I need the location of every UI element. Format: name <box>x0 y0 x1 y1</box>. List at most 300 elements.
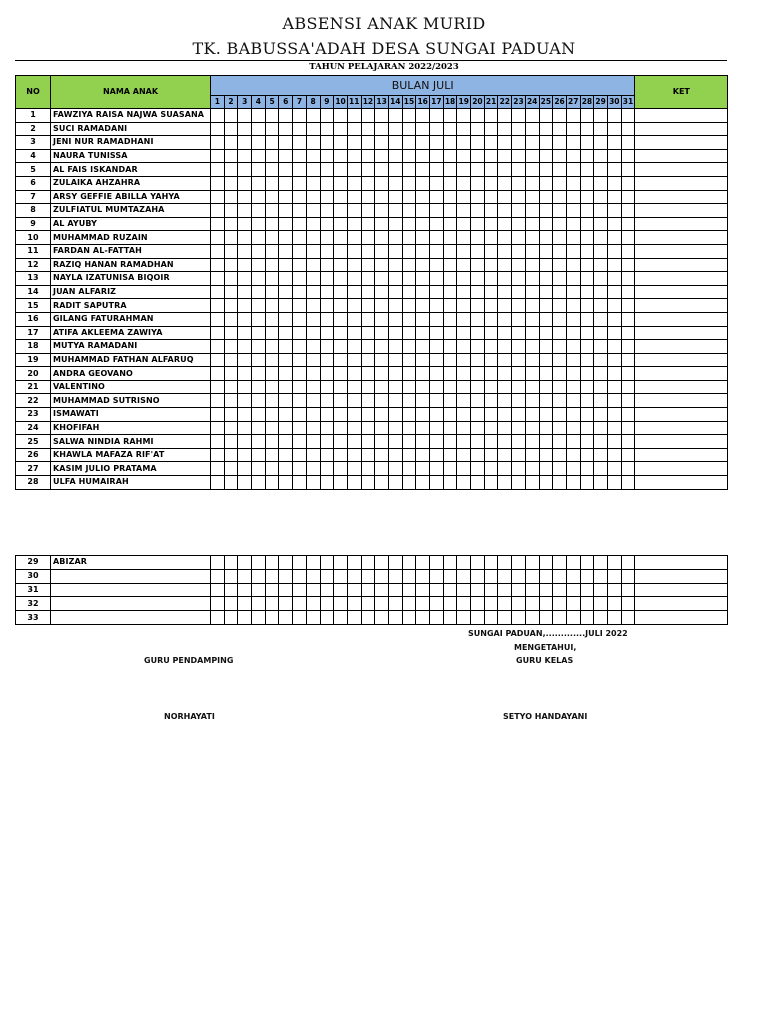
attendance-cell[interactable] <box>484 597 498 611</box>
attendance-cell[interactable] <box>457 448 471 462</box>
attendance-cell[interactable] <box>553 462 567 476</box>
attendance-cell[interactable] <box>416 272 430 286</box>
attendance-cell[interactable] <box>621 258 635 272</box>
attendance-cell[interactable] <box>402 394 416 408</box>
attendance-cell[interactable] <box>471 367 485 381</box>
attendance-cell[interactable] <box>279 569 293 583</box>
attendance-cell[interactable] <box>580 109 594 123</box>
attendance-cell[interactable] <box>553 380 567 394</box>
attendance-cell[interactable] <box>238 272 252 286</box>
attendance-cell[interactable] <box>279 190 293 204</box>
attendance-cell[interactable] <box>347 476 361 490</box>
attendance-cell[interactable] <box>361 476 375 490</box>
attendance-cell[interactable] <box>375 394 389 408</box>
attendance-cell[interactable] <box>293 312 307 326</box>
attendance-cell[interactable] <box>347 136 361 150</box>
attendance-cell[interactable] <box>484 394 498 408</box>
attendance-cell[interactable] <box>594 611 608 625</box>
attendance-cell[interactable] <box>211 394 225 408</box>
attendance-cell[interactable] <box>443 394 457 408</box>
attendance-cell[interactable] <box>443 448 457 462</box>
attendance-cell[interactable] <box>375 217 389 231</box>
attendance-cell[interactable] <box>375 408 389 422</box>
attendance-cell[interactable] <box>621 312 635 326</box>
attendance-cell[interactable] <box>293 421 307 435</box>
attendance-cell[interactable] <box>320 163 334 177</box>
attendance-cell[interactable] <box>580 149 594 163</box>
attendance-cell[interactable] <box>594 299 608 313</box>
attendance-cell[interactable] <box>347 204 361 218</box>
attendance-cell[interactable] <box>457 353 471 367</box>
attendance-cell[interactable] <box>347 421 361 435</box>
attendance-cell[interactable] <box>306 611 320 625</box>
attendance-cell[interactable] <box>594 244 608 258</box>
attendance-cell[interactable] <box>525 583 539 597</box>
attendance-cell[interactable] <box>279 136 293 150</box>
attendance-cell[interactable] <box>293 299 307 313</box>
attendance-cell[interactable] <box>211 272 225 286</box>
attendance-cell[interactable] <box>375 122 389 136</box>
attendance-cell[interactable] <box>430 326 444 340</box>
attendance-cell[interactable] <box>347 556 361 570</box>
attendance-cell[interactable] <box>443 462 457 476</box>
attendance-cell[interactable] <box>402 217 416 231</box>
attendance-cell[interactable] <box>279 435 293 449</box>
attendance-cell[interactable] <box>416 435 430 449</box>
attendance-cell[interactable] <box>347 380 361 394</box>
attendance-cell[interactable] <box>580 353 594 367</box>
attendance-cell[interactable] <box>211 122 225 136</box>
attendance-cell[interactable] <box>594 258 608 272</box>
attendance-cell[interactable] <box>498 462 512 476</box>
attendance-cell[interactable] <box>525 380 539 394</box>
ket-cell[interactable] <box>635 435 728 449</box>
attendance-cell[interactable] <box>375 149 389 163</box>
attendance-cell[interactable] <box>238 285 252 299</box>
attendance-cell[interactable] <box>566 435 580 449</box>
attendance-cell[interactable] <box>375 109 389 123</box>
ket-cell[interactable] <box>635 462 728 476</box>
attendance-cell[interactable] <box>580 217 594 231</box>
attendance-cell[interactable] <box>252 353 266 367</box>
attendance-cell[interactable] <box>621 421 635 435</box>
attendance-cell[interactable] <box>484 380 498 394</box>
attendance-cell[interactable] <box>306 231 320 245</box>
attendance-cell[interactable] <box>238 163 252 177</box>
attendance-cell[interactable] <box>471 149 485 163</box>
attendance-cell[interactable] <box>293 408 307 422</box>
attendance-cell[interactable] <box>566 583 580 597</box>
attendance-cell[interactable] <box>580 163 594 177</box>
attendance-cell[interactable] <box>252 136 266 150</box>
attendance-cell[interactable] <box>471 380 485 394</box>
attendance-cell[interactable] <box>334 611 348 625</box>
attendance-cell[interactable] <box>252 231 266 245</box>
attendance-cell[interactable] <box>484 353 498 367</box>
attendance-cell[interactable] <box>566 136 580 150</box>
ket-cell[interactable] <box>635 217 728 231</box>
attendance-cell[interactable] <box>238 462 252 476</box>
attendance-cell[interactable] <box>388 285 402 299</box>
attendance-cell[interactable] <box>388 312 402 326</box>
attendance-cell[interactable] <box>443 244 457 258</box>
attendance-cell[interactable] <box>279 204 293 218</box>
attendance-cell[interactable] <box>334 380 348 394</box>
attendance-cell[interactable] <box>224 163 238 177</box>
attendance-cell[interactable] <box>539 380 553 394</box>
attendance-cell[interactable] <box>375 312 389 326</box>
attendance-cell[interactable] <box>211 597 225 611</box>
attendance-cell[interactable] <box>607 394 621 408</box>
ket-cell[interactable] <box>635 149 728 163</box>
attendance-cell[interactable] <box>471 258 485 272</box>
attendance-cell[interactable] <box>539 556 553 570</box>
attendance-cell[interactable] <box>347 448 361 462</box>
attendance-cell[interactable] <box>525 109 539 123</box>
attendance-cell[interactable] <box>607 136 621 150</box>
attendance-cell[interactable] <box>388 190 402 204</box>
attendance-cell[interactable] <box>293 583 307 597</box>
attendance-cell[interactable] <box>279 353 293 367</box>
attendance-cell[interactable] <box>580 408 594 422</box>
attendance-cell[interactable] <box>252 597 266 611</box>
attendance-cell[interactable] <box>430 312 444 326</box>
attendance-cell[interactable] <box>361 285 375 299</box>
attendance-cell[interactable] <box>498 340 512 354</box>
attendance-cell[interactable] <box>498 204 512 218</box>
attendance-cell[interactable] <box>621 272 635 286</box>
attendance-cell[interactable] <box>361 204 375 218</box>
attendance-cell[interactable] <box>402 611 416 625</box>
attendance-cell[interactable] <box>471 583 485 597</box>
attendance-cell[interactable] <box>525 408 539 422</box>
attendance-cell[interactable] <box>512 204 526 218</box>
attendance-cell[interactable] <box>512 299 526 313</box>
attendance-cell[interactable] <box>484 611 498 625</box>
attendance-cell[interactable] <box>498 435 512 449</box>
attendance-cell[interactable] <box>347 462 361 476</box>
attendance-cell[interactable] <box>211 611 225 625</box>
attendance-cell[interactable] <box>347 299 361 313</box>
attendance-cell[interactable] <box>553 244 567 258</box>
attendance-cell[interactable] <box>306 190 320 204</box>
attendance-cell[interactable] <box>416 244 430 258</box>
attendance-cell[interactable] <box>443 367 457 381</box>
attendance-cell[interactable] <box>498 163 512 177</box>
attendance-cell[interactable] <box>498 421 512 435</box>
attendance-cell[interactable] <box>334 394 348 408</box>
attendance-cell[interactable] <box>347 149 361 163</box>
attendance-cell[interactable] <box>347 272 361 286</box>
attendance-cell[interactable] <box>306 476 320 490</box>
attendance-cell[interactable] <box>306 176 320 190</box>
attendance-cell[interactable] <box>375 569 389 583</box>
attendance-cell[interactable] <box>430 367 444 381</box>
attendance-cell[interactable] <box>224 367 238 381</box>
attendance-cell[interactable] <box>512 394 526 408</box>
attendance-cell[interactable] <box>621 231 635 245</box>
attendance-cell[interactable] <box>607 556 621 570</box>
attendance-cell[interactable] <box>512 462 526 476</box>
attendance-cell[interactable] <box>224 556 238 570</box>
attendance-cell[interactable] <box>566 204 580 218</box>
attendance-cell[interactable] <box>306 149 320 163</box>
attendance-cell[interactable] <box>238 597 252 611</box>
attendance-cell[interactable] <box>416 204 430 218</box>
attendance-cell[interactable] <box>306 285 320 299</box>
attendance-cell[interactable] <box>361 299 375 313</box>
attendance-cell[interactable] <box>498 285 512 299</box>
attendance-cell[interactable] <box>320 312 334 326</box>
attendance-cell[interactable] <box>279 380 293 394</box>
attendance-cell[interactable] <box>443 109 457 123</box>
attendance-cell[interactable] <box>594 421 608 435</box>
attendance-cell[interactable] <box>334 421 348 435</box>
attendance-cell[interactable] <box>607 122 621 136</box>
attendance-cell[interactable] <box>512 312 526 326</box>
attendance-cell[interactable] <box>594 204 608 218</box>
attendance-cell[interactable] <box>580 312 594 326</box>
attendance-cell[interactable] <box>457 176 471 190</box>
attendance-cell[interactable] <box>375 462 389 476</box>
attendance-cell[interactable] <box>525 136 539 150</box>
attendance-cell[interactable] <box>252 244 266 258</box>
attendance-cell[interactable] <box>279 462 293 476</box>
attendance-cell[interactable] <box>293 272 307 286</box>
attendance-cell[interactable] <box>512 285 526 299</box>
attendance-cell[interactable] <box>566 421 580 435</box>
attendance-cell[interactable] <box>238 367 252 381</box>
attendance-cell[interactable] <box>224 217 238 231</box>
attendance-cell[interactable] <box>211 340 225 354</box>
attendance-cell[interactable] <box>347 285 361 299</box>
attendance-cell[interactable] <box>238 299 252 313</box>
attendance-cell[interactable] <box>265 244 279 258</box>
ket-cell[interactable] <box>635 611 728 625</box>
attendance-cell[interactable] <box>252 394 266 408</box>
attendance-cell[interactable] <box>457 421 471 435</box>
attendance-cell[interactable] <box>224 122 238 136</box>
attendance-cell[interactable] <box>279 408 293 422</box>
attendance-cell[interactable] <box>347 367 361 381</box>
attendance-cell[interactable] <box>334 408 348 422</box>
attendance-cell[interactable] <box>375 244 389 258</box>
attendance-cell[interactable] <box>361 326 375 340</box>
attendance-cell[interactable] <box>334 583 348 597</box>
attendance-cell[interactable] <box>293 163 307 177</box>
attendance-cell[interactable] <box>443 122 457 136</box>
attendance-cell[interactable] <box>443 258 457 272</box>
attendance-cell[interactable] <box>320 569 334 583</box>
attendance-cell[interactable] <box>443 340 457 354</box>
attendance-cell[interactable] <box>211 326 225 340</box>
attendance-cell[interactable] <box>566 448 580 462</box>
attendance-cell[interactable] <box>525 272 539 286</box>
attendance-cell[interactable] <box>238 326 252 340</box>
attendance-cell[interactable] <box>265 353 279 367</box>
attendance-cell[interactable] <box>525 326 539 340</box>
attendance-cell[interactable] <box>224 326 238 340</box>
attendance-cell[interactable] <box>525 394 539 408</box>
attendance-cell[interactable] <box>580 231 594 245</box>
attendance-cell[interactable] <box>334 367 348 381</box>
attendance-cell[interactable] <box>279 272 293 286</box>
attendance-cell[interactable] <box>388 244 402 258</box>
attendance-cell[interactable] <box>388 340 402 354</box>
attendance-cell[interactable] <box>293 244 307 258</box>
attendance-cell[interactable] <box>252 367 266 381</box>
attendance-cell[interactable] <box>594 176 608 190</box>
attendance-cell[interactable] <box>430 556 444 570</box>
attendance-cell[interactable] <box>238 258 252 272</box>
attendance-cell[interactable] <box>607 231 621 245</box>
attendance-cell[interactable] <box>293 217 307 231</box>
attendance-cell[interactable] <box>388 136 402 150</box>
attendance-cell[interactable] <box>279 611 293 625</box>
ket-cell[interactable] <box>635 136 728 150</box>
attendance-cell[interactable] <box>279 583 293 597</box>
attendance-cell[interactable] <box>525 476 539 490</box>
attendance-cell[interactable] <box>594 109 608 123</box>
attendance-cell[interactable] <box>430 163 444 177</box>
attendance-cell[interactable] <box>306 340 320 354</box>
attendance-cell[interactable] <box>306 204 320 218</box>
attendance-cell[interactable] <box>361 109 375 123</box>
attendance-cell[interactable] <box>252 462 266 476</box>
attendance-cell[interactable] <box>525 611 539 625</box>
attendance-cell[interactable] <box>539 272 553 286</box>
attendance-cell[interactable] <box>416 556 430 570</box>
attendance-cell[interactable] <box>484 299 498 313</box>
attendance-cell[interactable] <box>416 149 430 163</box>
attendance-cell[interactable] <box>265 597 279 611</box>
attendance-cell[interactable] <box>484 569 498 583</box>
attendance-cell[interactable] <box>525 149 539 163</box>
attendance-cell[interactable] <box>471 204 485 218</box>
ket-cell[interactable] <box>635 122 728 136</box>
attendance-cell[interactable] <box>334 149 348 163</box>
attendance-cell[interactable] <box>238 244 252 258</box>
attendance-cell[interactable] <box>211 380 225 394</box>
attendance-cell[interactable] <box>443 435 457 449</box>
attendance-cell[interactable] <box>471 597 485 611</box>
attendance-cell[interactable] <box>320 408 334 422</box>
attendance-cell[interactable] <box>430 244 444 258</box>
attendance-cell[interactable] <box>252 380 266 394</box>
attendance-cell[interactable] <box>347 109 361 123</box>
attendance-cell[interactable] <box>553 408 567 422</box>
ket-cell[interactable] <box>635 421 728 435</box>
attendance-cell[interactable] <box>279 122 293 136</box>
attendance-cell[interactable] <box>238 353 252 367</box>
attendance-cell[interactable] <box>252 556 266 570</box>
attendance-cell[interactable] <box>388 217 402 231</box>
attendance-cell[interactable] <box>512 367 526 381</box>
attendance-cell[interactable] <box>347 394 361 408</box>
attendance-cell[interactable] <box>580 136 594 150</box>
attendance-cell[interactable] <box>457 136 471 150</box>
attendance-cell[interactable] <box>279 597 293 611</box>
attendance-cell[interactable] <box>498 299 512 313</box>
attendance-cell[interactable] <box>553 258 567 272</box>
ket-cell[interactable] <box>635 190 728 204</box>
attendance-cell[interactable] <box>525 421 539 435</box>
attendance-cell[interactable] <box>443 583 457 597</box>
attendance-cell[interactable] <box>457 231 471 245</box>
attendance-cell[interactable] <box>252 569 266 583</box>
attendance-cell[interactable] <box>361 176 375 190</box>
attendance-cell[interactable] <box>224 569 238 583</box>
attendance-cell[interactable] <box>566 109 580 123</box>
attendance-cell[interactable] <box>430 176 444 190</box>
attendance-cell[interactable] <box>553 611 567 625</box>
attendance-cell[interactable] <box>607 353 621 367</box>
attendance-cell[interactable] <box>443 217 457 231</box>
attendance-cell[interactable] <box>607 217 621 231</box>
attendance-cell[interactable] <box>238 190 252 204</box>
attendance-cell[interactable] <box>238 448 252 462</box>
attendance-cell[interactable] <box>416 217 430 231</box>
attendance-cell[interactable] <box>607 204 621 218</box>
attendance-cell[interactable] <box>512 583 526 597</box>
attendance-cell[interactable] <box>320 285 334 299</box>
attendance-cell[interactable] <box>594 583 608 597</box>
attendance-cell[interactable] <box>484 435 498 449</box>
attendance-cell[interactable] <box>471 312 485 326</box>
attendance-cell[interactable] <box>443 136 457 150</box>
attendance-cell[interactable] <box>525 435 539 449</box>
attendance-cell[interactable] <box>293 285 307 299</box>
attendance-cell[interactable] <box>347 611 361 625</box>
attendance-cell[interactable] <box>402 176 416 190</box>
attendance-cell[interactable] <box>512 136 526 150</box>
attendance-cell[interactable] <box>553 176 567 190</box>
attendance-cell[interactable] <box>347 583 361 597</box>
attendance-cell[interactable] <box>566 231 580 245</box>
attendance-cell[interactable] <box>279 285 293 299</box>
attendance-cell[interactable] <box>320 217 334 231</box>
attendance-cell[interactable] <box>566 272 580 286</box>
attendance-cell[interactable] <box>484 231 498 245</box>
attendance-cell[interactable] <box>347 176 361 190</box>
attendance-cell[interactable] <box>580 448 594 462</box>
attendance-cell[interactable] <box>347 217 361 231</box>
attendance-cell[interactable] <box>279 299 293 313</box>
attendance-cell[interactable] <box>498 136 512 150</box>
attendance-cell[interactable] <box>402 435 416 449</box>
attendance-cell[interactable] <box>580 583 594 597</box>
attendance-cell[interactable] <box>224 312 238 326</box>
attendance-cell[interactable] <box>443 556 457 570</box>
attendance-cell[interactable] <box>566 380 580 394</box>
attendance-cell[interactable] <box>252 326 266 340</box>
attendance-cell[interactable] <box>320 109 334 123</box>
attendance-cell[interactable] <box>525 204 539 218</box>
attendance-cell[interactable] <box>621 367 635 381</box>
attendance-cell[interactable] <box>361 353 375 367</box>
attendance-cell[interactable] <box>594 163 608 177</box>
attendance-cell[interactable] <box>320 231 334 245</box>
attendance-cell[interactable] <box>211 299 225 313</box>
attendance-cell[interactable] <box>252 421 266 435</box>
attendance-cell[interactable] <box>320 244 334 258</box>
attendance-cell[interactable] <box>498 217 512 231</box>
attendance-cell[interactable] <box>402 340 416 354</box>
ket-cell[interactable] <box>635 380 728 394</box>
attendance-cell[interactable] <box>607 597 621 611</box>
attendance-cell[interactable] <box>539 569 553 583</box>
attendance-cell[interactable] <box>566 217 580 231</box>
